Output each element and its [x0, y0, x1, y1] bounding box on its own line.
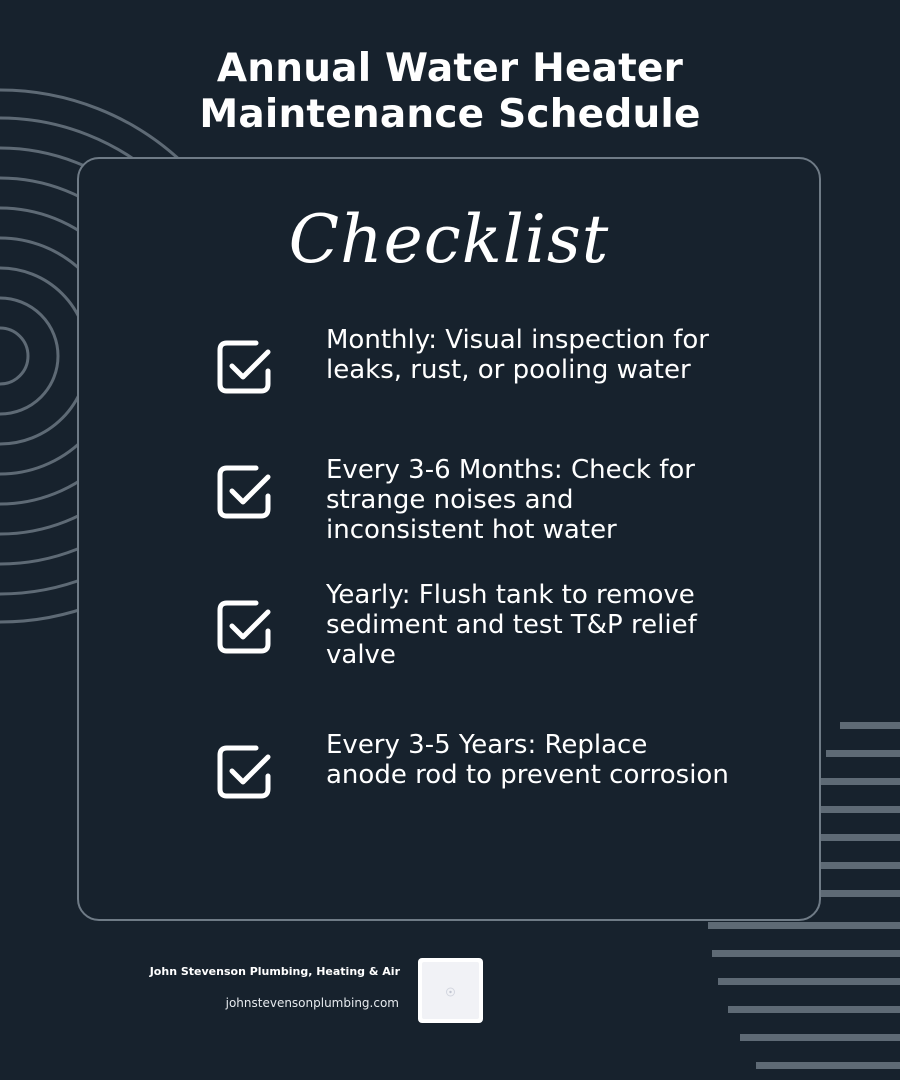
page-title: [0, 46, 900, 138]
checklist-item-text: Every 3-5 Years: Replace anode rod to prevent corrosion: [326, 730, 729, 790]
page-title-line-1: Annual Water Heater: [216, 46, 684, 91]
checkbox-checked-icon: [212, 335, 276, 399]
company-website-link[interactable]: johnstevensonplumbing.com: [225, 996, 399, 1010]
checkbox-checked-icon: [212, 595, 276, 659]
company-logo: [418, 958, 483, 1023]
checklist-card: [77, 157, 821, 921]
checklist-item-text: Monthly: Visual inspection for leaks, rust, or pooling water: [326, 325, 709, 385]
checkbox-checked-icon: [212, 460, 276, 524]
checklist-item-text: Every 3-6 Months: Check for strange noises and inconsistent hot water: [326, 455, 695, 545]
company-name: John Stevenson Plumbing, Heating & Air: [149, 965, 400, 978]
company-logo-icon: [422, 962, 479, 1019]
checklist-item-text: Yearly: Flush tank to remove sediment and test T&P relief valve: [326, 580, 697, 670]
checklist-heading: Checklist: [288, 201, 610, 278]
page-title-line-2: Maintenance Schedule: [199, 92, 701, 137]
checkbox-checked-icon: [212, 740, 276, 804]
